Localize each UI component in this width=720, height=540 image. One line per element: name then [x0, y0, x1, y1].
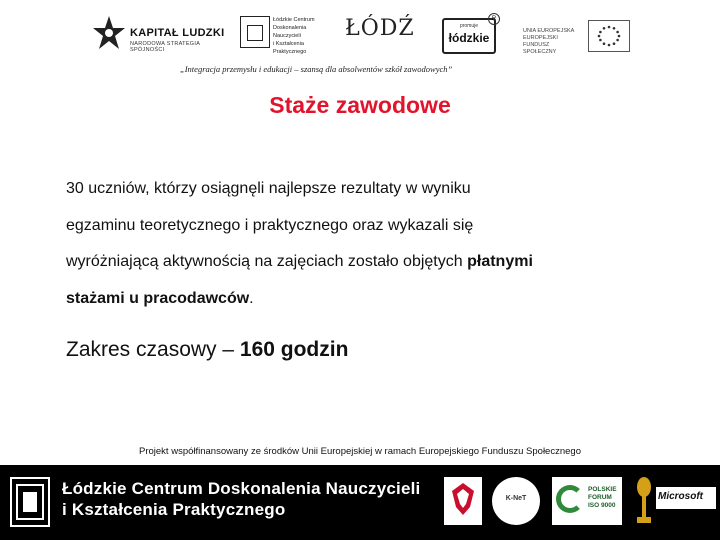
cofinancing-note: Projekt współfinansowany ze środków Unii Europejskiej w ramach Europejskiego Funduszu Społecznego	[139, 446, 581, 457]
trophy-icon	[632, 475, 656, 527]
body-line-3: wyróżniającą aktywnością na zajęciach zostało objętych płatnymi	[66, 253, 533, 270]
bold-platnymi: płatnymi	[467, 253, 533, 270]
microsoft-logo: Microsoft	[656, 487, 716, 509]
polish-eagle-cert-icon	[444, 477, 482, 525]
promuje-lodzkie-logo: promuje łódzkie	[442, 18, 496, 54]
kapital-ludzki-star-icon	[92, 14, 126, 52]
knet-logo: K-NeT	[492, 477, 540, 525]
lcdnikp-header-text: Łódzkie Centrum Doskonalenia Nauczycieli i Kształcenia Praktycznego	[273, 17, 315, 55]
bold-stazami: stażami u pracodawców	[66, 289, 250, 307]
unia-europejska-text: UNIA EUROPEJSKA EUROPEJSKI FUNDUSZ SPOŁECZNY	[523, 28, 575, 55]
footer-bar	[0, 465, 720, 540]
body-line-1: 30 uczniów, którzy osiągnęli najlepsze rezultaty w wyniku	[66, 180, 471, 197]
body-line-4: stażami u pracodawców.	[66, 289, 254, 307]
duration-value: 160 godzin	[239, 338, 349, 361]
footer-title-line-1: Łódzkie Centrum Doskonalenia Nauczycieli	[62, 479, 421, 498]
polskie-forum-iso-logo: POLSKIE FORUM ISO 9000	[552, 477, 622, 525]
lcdnikp-header-logo	[240, 14, 330, 55]
duration-line: Zakres czasowy – 160 godzin	[66, 338, 349, 361]
kapital-ludzki-logo	[92, 14, 232, 54]
project-tagline: „Integracja przemysłu i edukacji – szansą dla absolwentów szkół zawodowych”	[180, 64, 453, 74]
body-paragraph	[66, 171, 666, 317]
lcdnikp-emblem-icon	[10, 477, 50, 527]
lcdnikp-square-icon	[240, 16, 270, 48]
body-line-2: egzaminu teoretycznego i praktycznego oraz wykazali się	[66, 216, 474, 234]
iso-circle-icon	[556, 485, 584, 513]
kapital-ludzki-subtitle: NARODOWA STRATEGIA SPÓJNOŚCI	[130, 41, 200, 53]
lodz-logo: ŁÓDŹ	[345, 16, 415, 41]
kapital-ludzki-title: KAPITAŁ LUDZKI	[130, 27, 225, 39]
eu-flag-icon	[588, 20, 630, 52]
footer-title-line-2: i Kształcenia Praktycznego	[62, 500, 286, 519]
registered-mark: R	[488, 13, 500, 25]
page-title: Staże zawodowe	[269, 92, 451, 118]
